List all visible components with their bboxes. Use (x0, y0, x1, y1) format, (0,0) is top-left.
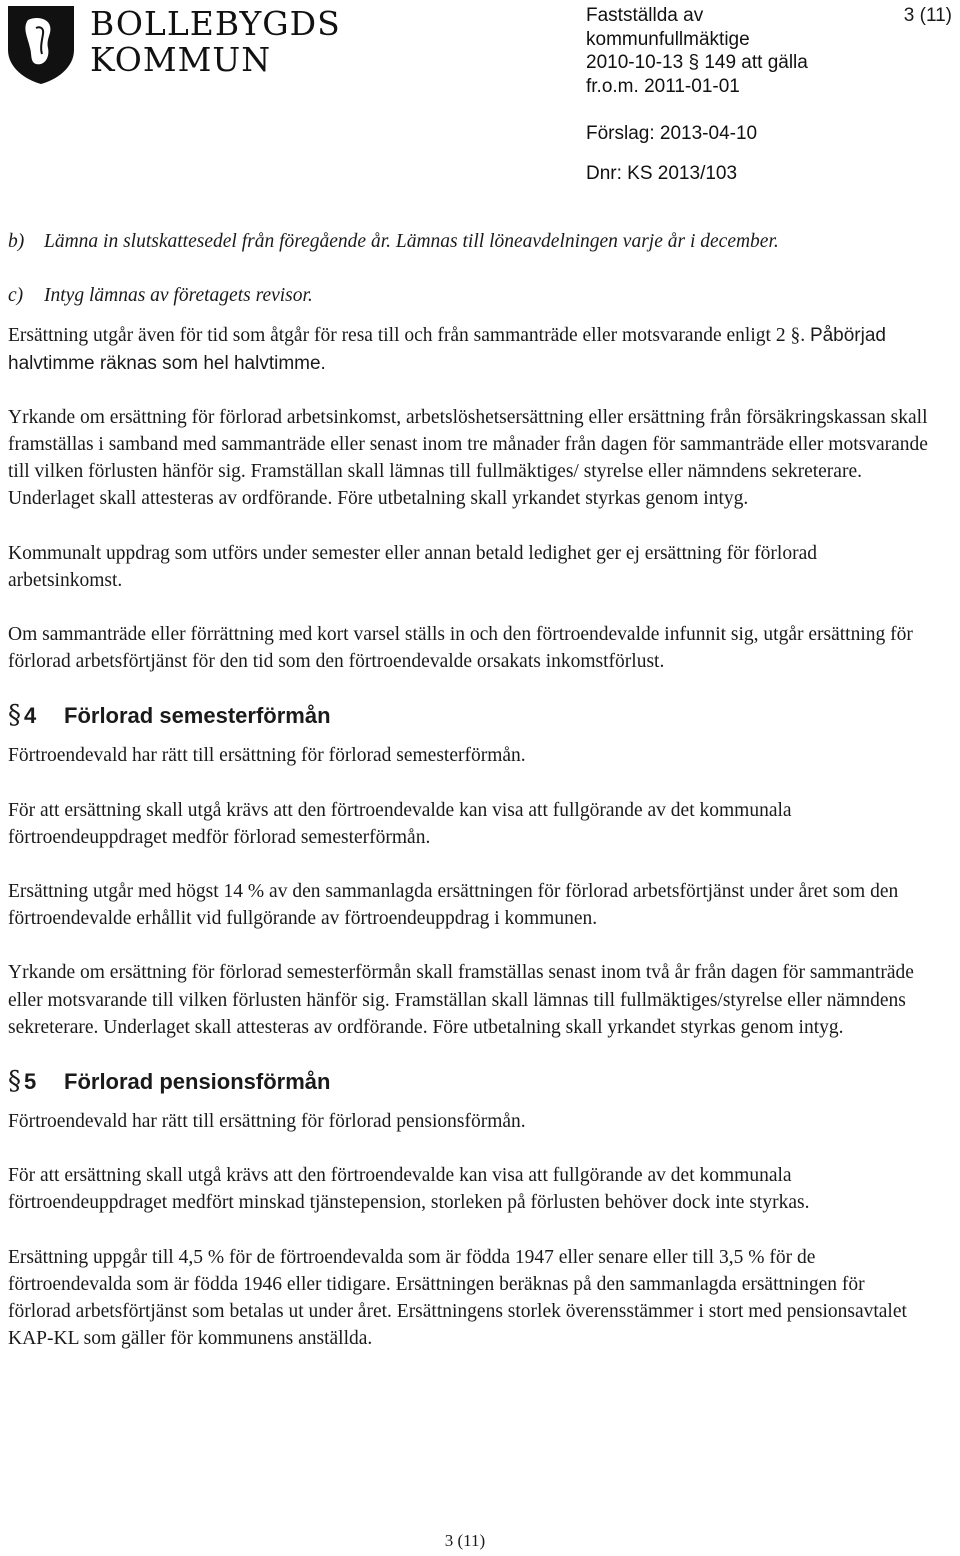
document-meta (586, 4, 886, 185)
logo-line-1: BOLLEBYGDS (90, 4, 341, 43)
paragraph: För att ersättning skall utgå krävs att den förtroendevalde kan visa att fullgörande av det kommunala förtroendeuppdraget medfört minskad tjänstepension, storleken på förlusten behöver dock inte styrkas. (8, 1165, 810, 1214)
list-label: c) (8, 285, 24, 307)
section-heading-4 (8, 701, 928, 730)
coat-of-arms-icon (6, 4, 76, 86)
logo-wordmark (90, 6, 341, 78)
diary-number: Dnr: KS 2013/103 (586, 162, 738, 184)
section-symbol: § (8, 1066, 21, 1097)
document-body (8, 228, 928, 1379)
paragraph: Ersättning uppgår till 4,5 % för de förtroendevalda som är födda 1947 eller senare eller till 3,5 % för de förtroendevalda som är födda 1946 eller tidigare. Ersättningen beräknas på den sammanlagda ersättningen för förlorad arbetsförtjänst som betalas ut under året. Ersättningens storlek överensstämmer i stort med pensionsavtalet KAP-KL som gäller för kommunens anställda. (8, 1246, 907, 1350)
section-number: 5 (24, 1069, 37, 1095)
section-heading-5 (8, 1067, 928, 1096)
section-title: Förlorad pensionsförmån (64, 1069, 331, 1095)
page-number-bottom: 3 (11) (444, 1531, 486, 1550)
paragraph: För att ersättning skall utgå krävs att den förtroendevalde kan visa att fullgörande av det kommunala förtroendeuppdraget medför förlorad semesterförmån. (8, 799, 792, 848)
paragraph: Förtroendevald har rätt till ersättning för förlorad pensionsförmån. (8, 1111, 526, 1133)
section-title: Förlorad semesterförmån (64, 703, 331, 729)
section-symbol: § (8, 700, 21, 731)
paragraph: Ersättning utgår med högst 14 % av den sammanlagda ersättningen för förlorad arbetsförtjänst under året som den förtroendevalde erhållit vid fullgörande av förtroendeuppdrag i kommunen. (8, 881, 899, 930)
paragraph: Om sammanträde eller förrättning med kort varsel ställs in och den förtroendevalde infunnit sig, utgår ersättning för förlorad arbetsförtjänst för den tid som den förtroendevalde orsakats inkomstförlust. (8, 624, 913, 673)
meta-line: Fastställda av (586, 5, 704, 26)
logo-line-2: KOMMUN (90, 40, 272, 79)
municipality-logo (6, 4, 341, 88)
meta-line: kommunfullmäktige (586, 28, 750, 50)
page-number-top: 3 (11) (903, 5, 952, 26)
proposal-date: Förslag: 2013-04-10 (586, 123, 758, 144)
paragraph: Kommunalt uppdrag som utförs under semester eller annan betald ledighet ger ej ersättning för förlorad arbetsinkomst. (8, 542, 817, 591)
list-label: b) (8, 231, 25, 252)
list-item (8, 228, 928, 255)
section-number: 4 (24, 703, 37, 729)
meta-line: 2010-10-13 § 149 att gälla (586, 52, 808, 73)
meta-line: fr.o.m. 2011-01-01 (586, 75, 740, 97)
list-item (8, 282, 928, 309)
list-text: Lämna in slutskattesedel från föregående år. Lämnas till löneavdelningen varje år i december. (44, 231, 779, 252)
paragraph: Ersättning utgår även för tid som åtgår för resa till och från sammanträde eller motsvarande enligt 2 §. Påbörjad halvtimme räknas som hel halvtimme. (8, 325, 886, 374)
paragraph: Yrkande om ersättning för förlorad arbetsinkomst, arbetslöshetsersättning eller ersättning från försäkringskassan skall framställas i samband med sammanträde eller senast inom tre månader från dagen för sammanträde eller motsvarande till vilken förlusten hänför sig. Framställan skall lämnas till fullmäktiges/ styrelse eller nämndens sekreterare. Underlaget skall attesteras av ordförande. Före utbetalning skall yrkandet styrkas genom intyg. (8, 406, 928, 510)
paragraph: Yrkande om ersättning för förlorad semesterförmån skall framställas senast inom två år från dagen för sammanträde eller motsvarande till vilken förlusten hänför sig. Framställan skall lämnas till fullmäktiges/styrelse eller nämndens sekreterare. Underlaget skall attesteras av ordförande. Före utbetalning skall yrkandet styrkas genom intyg. (8, 962, 914, 1038)
list-text: Intyg lämnas av företagets revisor. (44, 285, 313, 307)
paragraph: Förtroendevald har rätt till ersättning för förlorad semesterförmån. (8, 745, 526, 767)
